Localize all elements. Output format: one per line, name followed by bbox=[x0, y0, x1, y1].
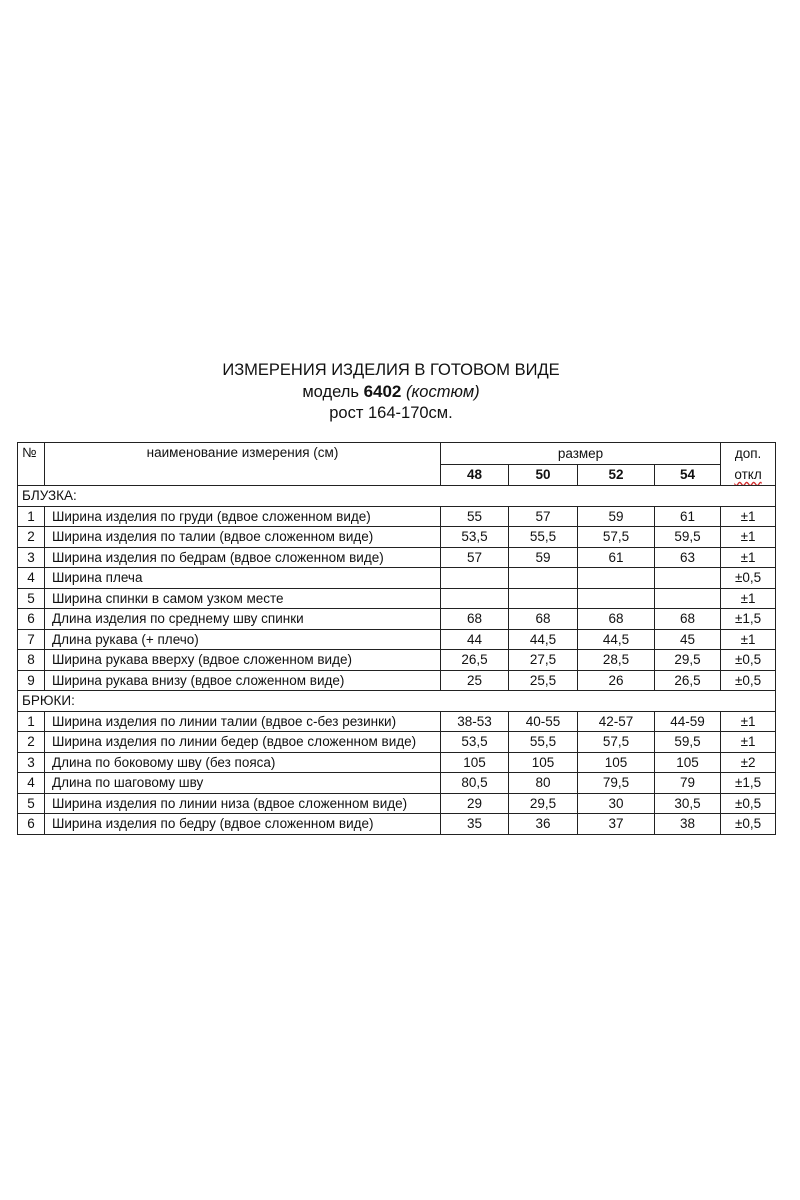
model-kind: (костюм) bbox=[405, 383, 480, 401]
row-number: 9 bbox=[18, 670, 45, 691]
row-number: 2 bbox=[18, 527, 45, 548]
size-value: 29,5 bbox=[655, 650, 721, 671]
size-value: 38-53 bbox=[441, 711, 509, 732]
row-number: 3 bbox=[18, 547, 45, 568]
tolerance-value: ±0,5 bbox=[721, 650, 776, 671]
size-value: 68 bbox=[441, 609, 509, 630]
size-value: 55 bbox=[441, 506, 509, 527]
size-value: 28,5 bbox=[578, 650, 655, 671]
tolerance-value: ±1 bbox=[721, 588, 776, 609]
row-number: 6 bbox=[18, 814, 45, 835]
size-value: 59 bbox=[509, 547, 578, 568]
table-row bbox=[18, 547, 776, 568]
size-value: 105 bbox=[655, 752, 721, 773]
table-row bbox=[18, 650, 776, 671]
size-value: 68 bbox=[655, 609, 721, 630]
size-value: 44-59 bbox=[655, 711, 721, 732]
header-dop-line2: откл bbox=[734, 467, 762, 482]
size-value: 57,5 bbox=[578, 732, 655, 753]
measurement-name: Ширина рукава внизу (вдвое сложенном виде) bbox=[45, 670, 441, 691]
table-row bbox=[18, 670, 776, 691]
size-value: 44 bbox=[441, 629, 509, 650]
size-value: 80,5 bbox=[441, 773, 509, 794]
table-row bbox=[18, 752, 776, 773]
size-value: 59,5 bbox=[655, 732, 721, 753]
tolerance-value: ±2 bbox=[721, 752, 776, 773]
size-value: 27,5 bbox=[509, 650, 578, 671]
size-value: 26,5 bbox=[441, 650, 509, 671]
size-value: 42-57 bbox=[578, 711, 655, 732]
tolerance-value: ±1 bbox=[721, 732, 776, 753]
row-number: 4 bbox=[18, 568, 45, 589]
height-range: рост 164-170см. bbox=[329, 404, 453, 422]
size-value bbox=[441, 588, 509, 609]
size-52: 52 bbox=[578, 464, 655, 486]
table-row bbox=[18, 773, 776, 794]
size-value: 79 bbox=[655, 773, 721, 794]
size-value bbox=[509, 588, 578, 609]
table-row bbox=[18, 711, 776, 732]
size-value: 79,5 bbox=[578, 773, 655, 794]
size-value: 25,5 bbox=[509, 670, 578, 691]
header-no: № bbox=[18, 443, 45, 486]
tolerance-value: ±0,5 bbox=[721, 793, 776, 814]
size-50: 50 bbox=[509, 464, 578, 486]
measurement-name: Длина изделия по среднему шву спинки bbox=[45, 609, 441, 630]
row-number: 7 bbox=[18, 629, 45, 650]
size-value: 55,5 bbox=[509, 732, 578, 753]
tolerance-value: ±1 bbox=[721, 506, 776, 527]
section-title: БРЮКИ: bbox=[18, 691, 776, 712]
size-value: 45 bbox=[655, 629, 721, 650]
row-number: 1 bbox=[18, 711, 45, 732]
table-row bbox=[18, 629, 776, 650]
measurement-name: Ширина спинки в самом узком месте bbox=[45, 588, 441, 609]
table-row bbox=[18, 568, 776, 589]
size-value: 68 bbox=[509, 609, 578, 630]
size-value: 61 bbox=[578, 547, 655, 568]
size-value: 105 bbox=[578, 752, 655, 773]
size-value: 59 bbox=[578, 506, 655, 527]
size-value: 38 bbox=[655, 814, 721, 835]
size-value: 105 bbox=[441, 752, 509, 773]
measurement-name: Ширина изделия по бедрам (вдвое сложенном виде) bbox=[45, 547, 441, 568]
table-row bbox=[18, 506, 776, 527]
measurement-name: Ширина изделия по линии бедер (вдвое сложенном виде) bbox=[45, 732, 441, 753]
size-value: 44,5 bbox=[578, 629, 655, 650]
size-value: 59,5 bbox=[655, 527, 721, 548]
measurement-name: Ширина изделия по груди (вдвое сложенном виде) bbox=[45, 506, 441, 527]
tolerance-value: ±1 bbox=[721, 547, 776, 568]
table-row bbox=[18, 793, 776, 814]
measurement-name: Длина по шаговому шву bbox=[45, 773, 441, 794]
row-number: 5 bbox=[18, 793, 45, 814]
size-value: 29,5 bbox=[509, 793, 578, 814]
size-value: 36 bbox=[509, 814, 578, 835]
header-tolerance bbox=[721, 443, 776, 486]
table-row bbox=[18, 814, 776, 835]
size-value: 105 bbox=[509, 752, 578, 773]
table-row bbox=[18, 732, 776, 753]
measurement-name: Длина по боковому шву (без пояса) bbox=[45, 752, 441, 773]
size-value: 57 bbox=[441, 547, 509, 568]
size-value bbox=[655, 588, 721, 609]
size-value: 26 bbox=[578, 670, 655, 691]
size-value: 26,5 bbox=[655, 670, 721, 691]
measurement-name: Ширина рукава вверху (вдвое сложенном виде) bbox=[45, 650, 441, 671]
measurements-table bbox=[17, 442, 776, 835]
table-row bbox=[18, 609, 776, 630]
model-prefix: модель bbox=[302, 383, 364, 401]
size-54: 54 bbox=[655, 464, 721, 486]
table-row bbox=[18, 588, 776, 609]
size-value: 68 bbox=[578, 609, 655, 630]
size-value: 30 bbox=[578, 793, 655, 814]
size-value: 53,5 bbox=[441, 527, 509, 548]
tolerance-value: ±0,5 bbox=[721, 568, 776, 589]
table-row bbox=[18, 527, 776, 548]
size-value bbox=[655, 568, 721, 589]
measurement-name: Длина рукава (+ плечо) bbox=[45, 629, 441, 650]
section-row bbox=[18, 691, 776, 712]
size-value bbox=[441, 568, 509, 589]
size-48: 48 bbox=[441, 464, 509, 486]
size-value: 53,5 bbox=[441, 732, 509, 753]
size-value: 25 bbox=[441, 670, 509, 691]
size-value: 80 bbox=[509, 773, 578, 794]
tolerance-value: ±1 bbox=[721, 629, 776, 650]
measurement-name: Ширина изделия по бедру (вдвое сложенном виде) bbox=[45, 814, 441, 835]
table-body bbox=[18, 486, 776, 835]
tolerance-value: ±1,5 bbox=[721, 609, 776, 630]
size-value: 40-55 bbox=[509, 711, 578, 732]
row-number: 2 bbox=[18, 732, 45, 753]
size-value: 57 bbox=[509, 506, 578, 527]
document-title: ИЗМЕРЕНИЯ ИЗДЕЛИЯ В ГОТОВОМ ВИДЕ bbox=[222, 361, 560, 379]
size-value: 44,5 bbox=[509, 629, 578, 650]
row-number: 8 bbox=[18, 650, 45, 671]
row-number: 5 bbox=[18, 588, 45, 609]
header-dop-line1: доп. bbox=[734, 446, 762, 461]
tolerance-value: ±0,5 bbox=[721, 814, 776, 835]
table-header-row bbox=[18, 443, 776, 465]
measurement-name: Ширина плеча bbox=[45, 568, 441, 589]
row-number: 3 bbox=[18, 752, 45, 773]
row-number: 1 bbox=[18, 506, 45, 527]
tolerance-value: ±0,5 bbox=[721, 670, 776, 691]
size-value bbox=[509, 568, 578, 589]
document-heading bbox=[0, 360, 782, 424]
section-row bbox=[18, 486, 776, 507]
header-size: размер bbox=[441, 443, 721, 465]
tolerance-value: ±1 bbox=[721, 711, 776, 732]
tolerance-value: ±1 bbox=[721, 527, 776, 548]
size-value: 29 bbox=[441, 793, 509, 814]
section-title: БЛУЗКА: bbox=[18, 486, 776, 507]
measurement-name: Ширина изделия по талии (вдвое сложенном виде) bbox=[45, 527, 441, 548]
header-name: наименование измерения (см) bbox=[45, 443, 441, 486]
tolerance-value: ±1,5 bbox=[721, 773, 776, 794]
size-value: 55,5 bbox=[509, 527, 578, 548]
measurement-name: Ширина изделия по линии талии (вдвое с-без резинки) bbox=[45, 711, 441, 732]
size-value: 61 bbox=[655, 506, 721, 527]
size-value: 57,5 bbox=[578, 527, 655, 548]
size-value: 30,5 bbox=[655, 793, 721, 814]
row-number: 4 bbox=[18, 773, 45, 794]
size-value: 35 bbox=[441, 814, 509, 835]
row-number: 6 bbox=[18, 609, 45, 630]
measurement-name: Ширина изделия по линии низа (вдвое сложенном виде) bbox=[45, 793, 441, 814]
size-value: 63 bbox=[655, 547, 721, 568]
size-value bbox=[578, 568, 655, 589]
model-line bbox=[0, 381, 782, 403]
size-value: 37 bbox=[578, 814, 655, 835]
model-number: 6402 bbox=[363, 382, 402, 401]
size-value bbox=[578, 588, 655, 609]
